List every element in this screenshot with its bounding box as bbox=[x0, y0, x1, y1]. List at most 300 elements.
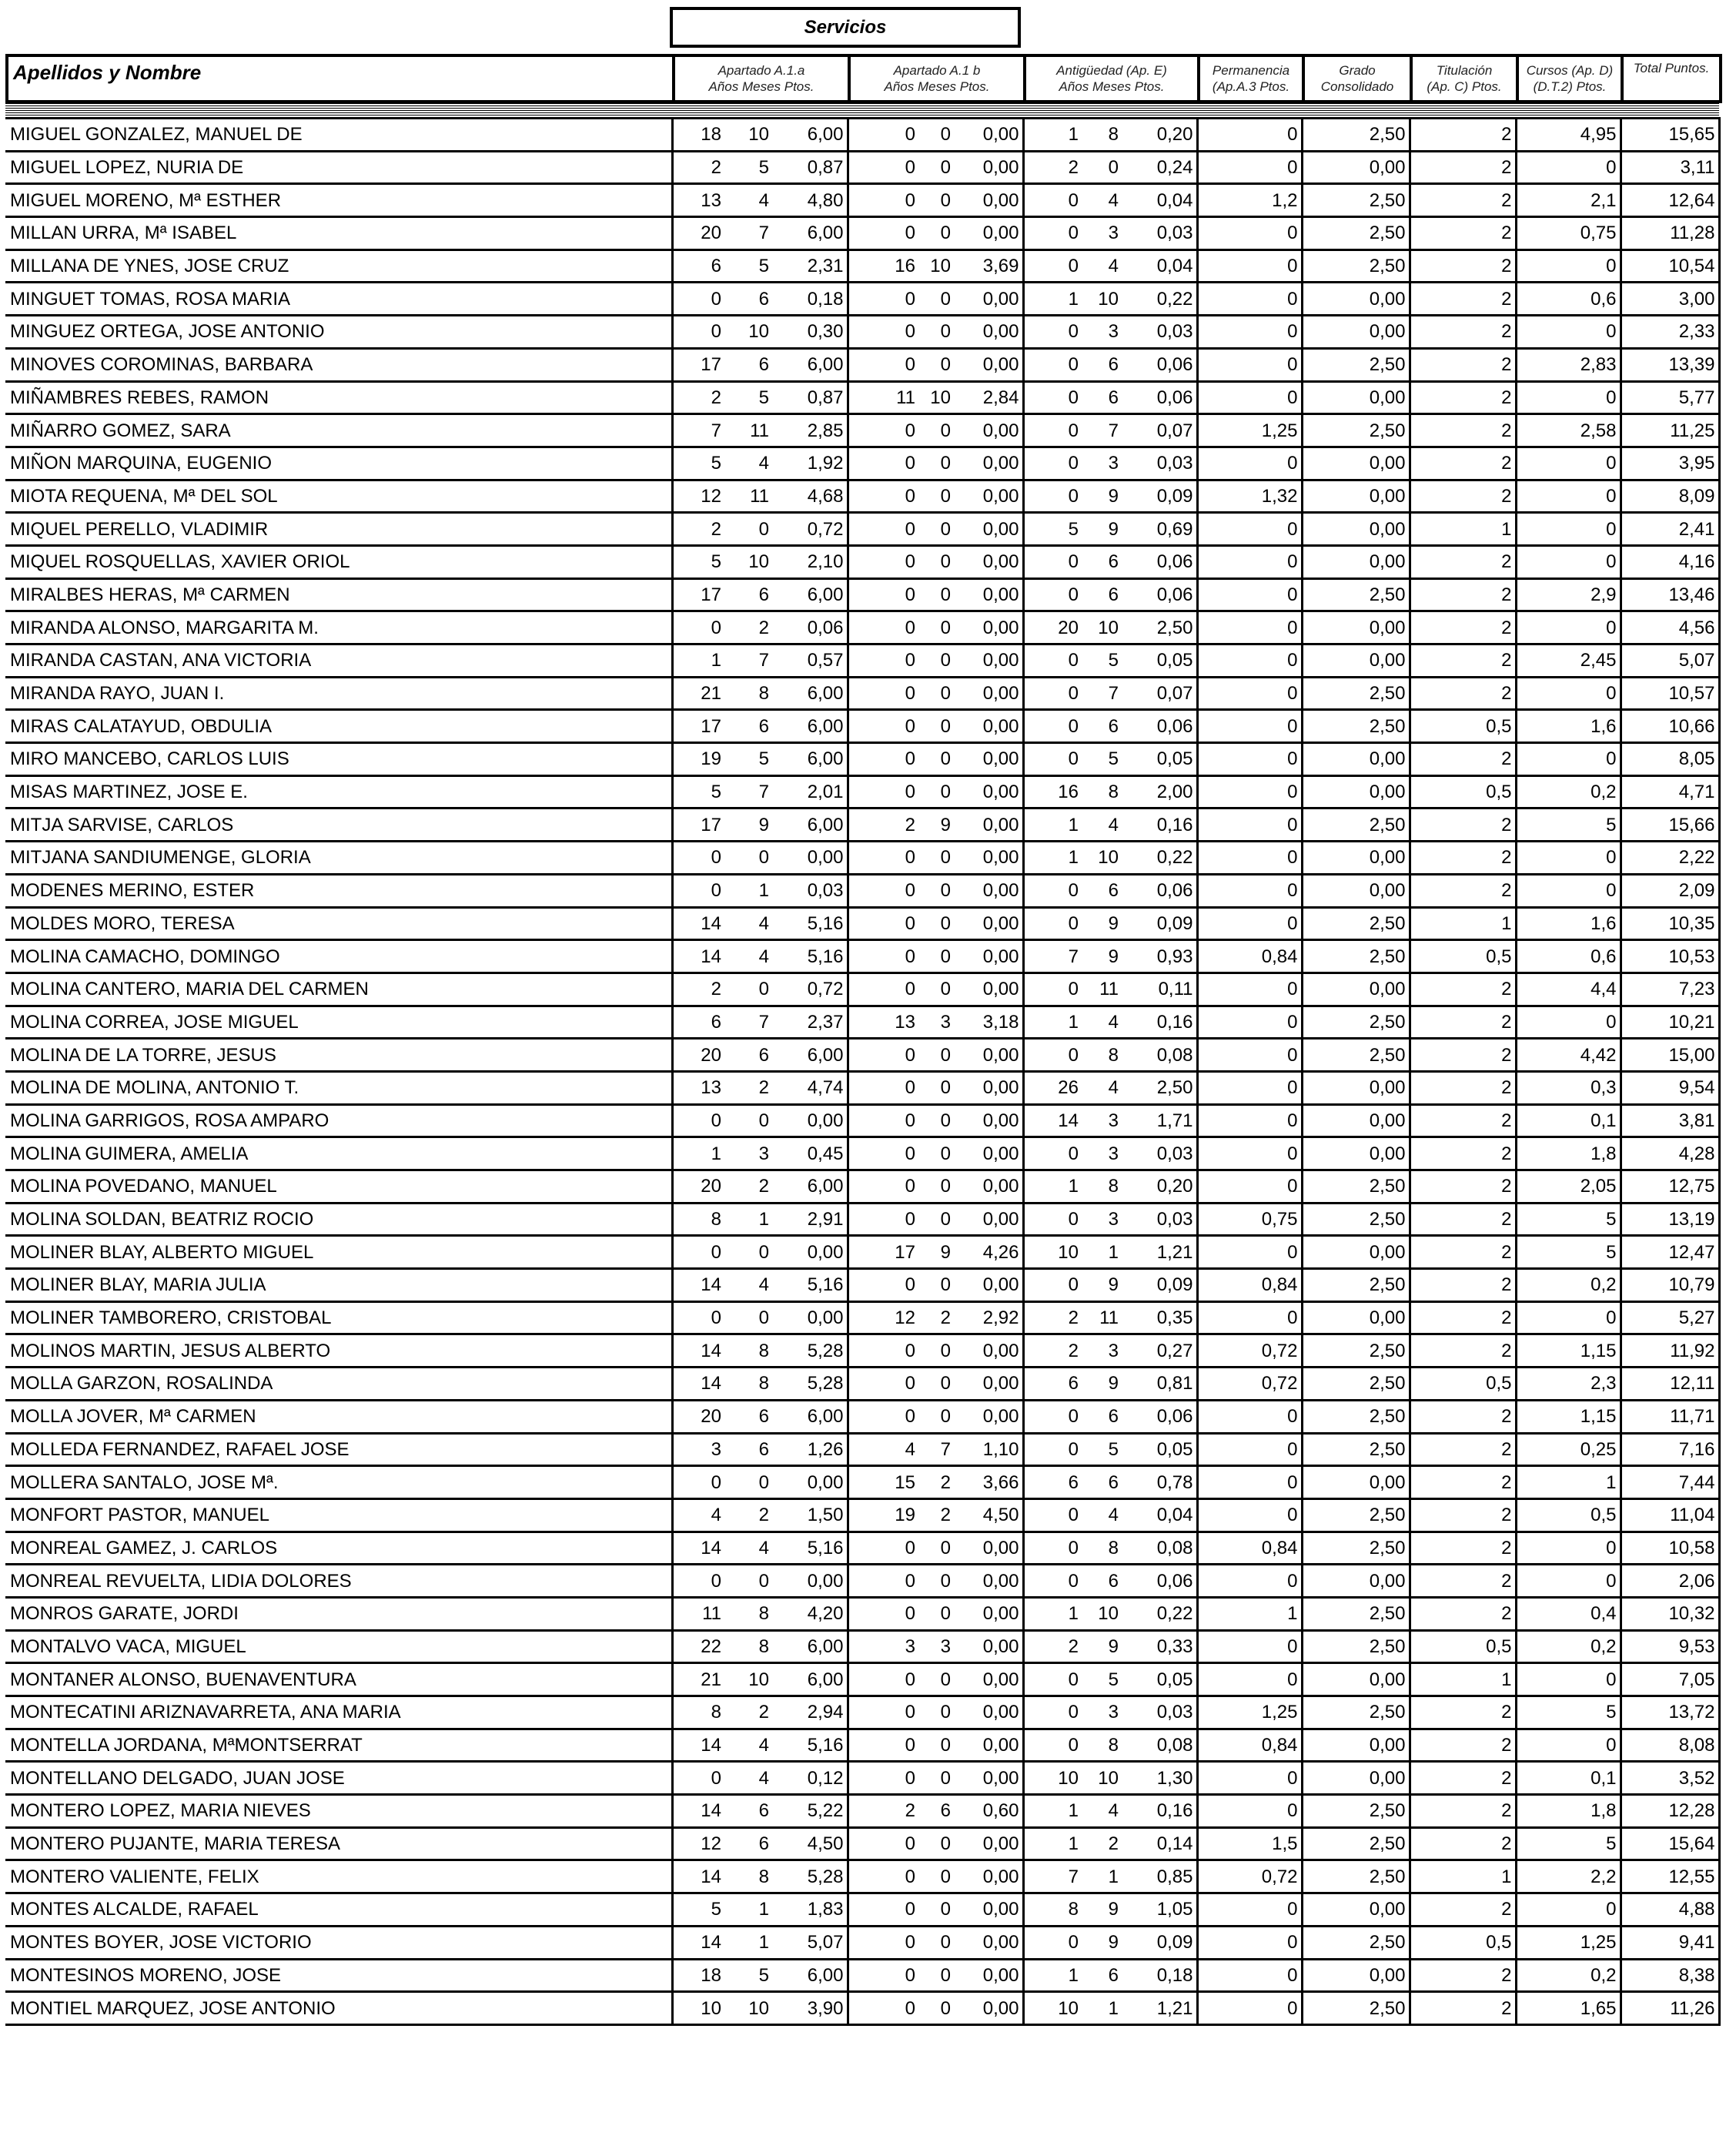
cell-permanencia: 0 bbox=[1197, 1433, 1302, 1466]
cell-permanencia: 0 bbox=[1197, 842, 1302, 875]
cell-titulacion: 2 bbox=[1410, 1269, 1516, 1302]
table-row bbox=[5, 217, 1719, 250]
cell-a1b-ptos: 0,00 bbox=[955, 1630, 1023, 1663]
cell-name: MIRANDA RAYO, JUAN I. bbox=[5, 677, 672, 710]
cell-a1a-ptos: 0,87 bbox=[774, 151, 848, 184]
cell-antig-anos: 1 bbox=[1023, 1006, 1082, 1039]
cell-antig-anos: 0 bbox=[1023, 217, 1082, 250]
cell-a1a-ptos: 6,00 bbox=[774, 578, 848, 611]
cell-grado: 0,00 bbox=[1302, 283, 1410, 316]
scores-table bbox=[5, 117, 1721, 2026]
cell-antig-ptos: 0,06 bbox=[1123, 874, 1197, 907]
cell-antig-anos: 16 bbox=[1023, 775, 1082, 808]
table-row bbox=[5, 1400, 1719, 1433]
cell-a1b-meses: 0 bbox=[918, 1170, 955, 1204]
cell-a1b-meses: 0 bbox=[918, 1893, 955, 1927]
cell-a1b-meses: 0 bbox=[918, 1269, 955, 1302]
cell-cursos: 0,6 bbox=[1516, 283, 1621, 316]
table-row bbox=[5, 1663, 1719, 1696]
cell-grado: 2,50 bbox=[1302, 217, 1410, 250]
cell-grado: 2,50 bbox=[1302, 1006, 1410, 1039]
cell-a1b-anos: 16 bbox=[848, 249, 918, 283]
cell-antig-ptos: 0,27 bbox=[1123, 1334, 1197, 1368]
cell-cursos: 1,15 bbox=[1516, 1400, 1621, 1433]
cell-antig-anos: 1 bbox=[1023, 119, 1082, 152]
cell-titulacion: 1 bbox=[1410, 513, 1516, 546]
table-row bbox=[5, 973, 1719, 1006]
cell-a1b-anos: 0 bbox=[848, 1860, 918, 1893]
cell-cursos: 0 bbox=[1516, 611, 1621, 644]
cell-name: MOLINA POVEDANO, MANUEL bbox=[5, 1170, 672, 1204]
cell-antig-anos: 0 bbox=[1023, 874, 1082, 907]
cell-a1b-ptos: 0,00 bbox=[955, 1729, 1023, 1762]
cell-name: MONTESINOS MORENO, JOSE bbox=[5, 1959, 672, 1992]
cell-antig-anos: 0 bbox=[1023, 1269, 1082, 1302]
cell-a1b-meses: 0 bbox=[918, 1729, 955, 1762]
cell-total: 10,57 bbox=[1621, 677, 1719, 710]
cell-name: MOLLERA SANTALO, JOSE Mª. bbox=[5, 1466, 672, 1499]
cell-total: 4,88 bbox=[1621, 1893, 1719, 1927]
cell-name: MONTIEL MARQUEZ, JOSE ANTONIO bbox=[5, 1992, 672, 2025]
cell-permanencia: 1,25 bbox=[1197, 1696, 1302, 1729]
cell-antig-meses: 6 bbox=[1082, 1466, 1123, 1499]
cell-a1b-ptos: 0,00 bbox=[955, 1039, 1023, 1072]
cell-grado: 0,00 bbox=[1302, 1565, 1410, 1598]
cell-cursos: 0 bbox=[1516, 1663, 1621, 1696]
cell-antig-meses: 5 bbox=[1082, 1433, 1123, 1466]
cell-a1b-ptos: 0,00 bbox=[955, 677, 1023, 710]
cell-a1a-anos: 6 bbox=[672, 249, 724, 283]
cell-a1a-anos: 8 bbox=[672, 1696, 724, 1729]
cell-antig-meses: 9 bbox=[1082, 1893, 1123, 1927]
table-row bbox=[5, 677, 1719, 710]
table-row bbox=[5, 874, 1719, 907]
cell-a1b-ptos: 0,00 bbox=[955, 1663, 1023, 1696]
cell-permanencia: 0 bbox=[1197, 1630, 1302, 1663]
cell-antig-ptos: 1,05 bbox=[1123, 1893, 1197, 1927]
cell-a1b-meses: 0 bbox=[918, 710, 955, 743]
cell-titulacion: 2 bbox=[1410, 677, 1516, 710]
cell-permanencia: 0,84 bbox=[1197, 1729, 1302, 1762]
cell-a1a-anos: 1 bbox=[672, 1137, 724, 1170]
cell-a1b-anos: 0 bbox=[848, 513, 918, 546]
cell-titulacion: 2 bbox=[1410, 1893, 1516, 1927]
table-row bbox=[5, 119, 1719, 152]
cell-a1a-meses: 8 bbox=[724, 1368, 774, 1401]
cell-name: MIÑON MARQUINA, EUGENIO bbox=[5, 447, 672, 480]
table-row bbox=[5, 1104, 1719, 1137]
cell-name: MONFORT PASTOR, MANUEL bbox=[5, 1498, 672, 1532]
cell-a1b-anos: 0 bbox=[848, 1532, 918, 1565]
cell-a1a-anos: 2 bbox=[672, 381, 724, 414]
cell-antig-anos: 0 bbox=[1023, 348, 1082, 381]
cell-total: 2,09 bbox=[1621, 874, 1719, 907]
cell-antig-anos: 20 bbox=[1023, 611, 1082, 644]
cell-antig-meses: 1 bbox=[1082, 1236, 1123, 1269]
cell-antig-meses: 9 bbox=[1082, 1368, 1123, 1401]
cell-total: 12,11 bbox=[1621, 1368, 1719, 1401]
cell-a1b-ptos: 2,84 bbox=[955, 381, 1023, 414]
cell-antig-meses: 1 bbox=[1082, 1992, 1123, 2025]
cell-a1a-meses: 7 bbox=[724, 775, 774, 808]
cell-total: 8,08 bbox=[1621, 1729, 1719, 1762]
cell-name: MIRAS CALATAYUD, OBDULIA bbox=[5, 710, 672, 743]
cell-name: MOLINA SOLDAN, BEATRIZ ROCIO bbox=[5, 1203, 672, 1236]
cell-a1b-ptos: 0,60 bbox=[955, 1795, 1023, 1828]
cell-a1a-ptos: 0,30 bbox=[774, 316, 848, 349]
cell-name: MONTES ALCALDE, RAFAEL bbox=[5, 1893, 672, 1927]
cell-name: MILLANA DE YNES, JOSE CRUZ bbox=[5, 249, 672, 283]
cell-grado: 2,50 bbox=[1302, 677, 1410, 710]
cell-a1a-anos: 18 bbox=[672, 1959, 724, 1992]
cell-cursos: 5 bbox=[1516, 1827, 1621, 1860]
cell-a1b-anos: 2 bbox=[848, 808, 918, 842]
cell-a1b-ptos: 0,00 bbox=[955, 1893, 1023, 1927]
cell-a1b-anos: 0 bbox=[848, 940, 918, 973]
cell-a1b-meses: 0 bbox=[918, 775, 955, 808]
cell-a1a-ptos: 2,10 bbox=[774, 545, 848, 578]
cell-grado: 2,50 bbox=[1302, 1630, 1410, 1663]
cell-a1a-anos: 20 bbox=[672, 1170, 724, 1204]
cell-total: 7,23 bbox=[1621, 973, 1719, 1006]
cell-antig-meses: 3 bbox=[1082, 217, 1123, 250]
cell-a1b-ptos: 0,00 bbox=[955, 1762, 1023, 1795]
header-cursos: Cursos (Ap. D) (D.T.2) Ptos. bbox=[1517, 55, 1622, 102]
cell-a1b-meses: 0 bbox=[918, 1203, 955, 1236]
cell-cursos: 4,95 bbox=[1516, 119, 1621, 152]
cell-grado: 0,00 bbox=[1302, 1301, 1410, 1334]
cell-grado: 2,50 bbox=[1302, 1827, 1410, 1860]
cell-total: 5,27 bbox=[1621, 1301, 1719, 1334]
cell-antig-meses: 3 bbox=[1082, 1203, 1123, 1236]
cell-a1a-ptos: 0,00 bbox=[774, 842, 848, 875]
cell-a1a-anos: 2 bbox=[672, 513, 724, 546]
cell-a1a-ptos: 0,57 bbox=[774, 644, 848, 678]
cell-antig-meses: 9 bbox=[1082, 1269, 1123, 1302]
cell-permanencia: 0 bbox=[1197, 611, 1302, 644]
cell-a1b-anos: 17 bbox=[848, 1236, 918, 1269]
cell-name: MIGUEL GONZALEZ, MANUEL DE bbox=[5, 119, 672, 152]
cell-a1b-meses: 0 bbox=[918, 973, 955, 1006]
cell-titulacion: 2 bbox=[1410, 1992, 1516, 2025]
cell-cursos: 0 bbox=[1516, 1893, 1621, 1927]
cell-a1a-anos: 17 bbox=[672, 348, 724, 381]
cell-permanencia: 0 bbox=[1197, 644, 1302, 678]
cell-name: MISAS MARTINEZ, JOSE E. bbox=[5, 775, 672, 808]
cell-permanencia: 0 bbox=[1197, 578, 1302, 611]
cell-antig-meses: 3 bbox=[1082, 316, 1123, 349]
cell-a1b-anos: 0 bbox=[848, 1893, 918, 1927]
cell-a1b-anos: 0 bbox=[848, 1203, 918, 1236]
cell-cursos: 0 bbox=[1516, 1301, 1621, 1334]
cell-antig-anos: 1 bbox=[1023, 283, 1082, 316]
cell-antig-meses: 6 bbox=[1082, 348, 1123, 381]
cell-a1a-anos: 17 bbox=[672, 710, 724, 743]
cell-grado: 2,50 bbox=[1302, 1696, 1410, 1729]
column-header-table bbox=[5, 54, 1722, 103]
cell-cursos: 0 bbox=[1516, 381, 1621, 414]
table-row bbox=[5, 316, 1719, 349]
cell-a1b-anos: 0 bbox=[848, 1104, 918, 1137]
cell-a1a-ptos: 6,00 bbox=[774, 119, 848, 152]
cell-antig-ptos: 1,71 bbox=[1123, 1104, 1197, 1137]
cell-a1b-anos: 0 bbox=[848, 775, 918, 808]
cell-titulacion: 2 bbox=[1410, 480, 1516, 513]
cell-antig-ptos: 0,24 bbox=[1123, 151, 1197, 184]
cell-a1a-ptos: 0,00 bbox=[774, 1301, 848, 1334]
cell-a1b-anos: 0 bbox=[848, 907, 918, 940]
cell-antig-meses: 9 bbox=[1082, 940, 1123, 973]
cell-total: 5,07 bbox=[1621, 644, 1719, 678]
cell-cursos: 2,9 bbox=[1516, 578, 1621, 611]
cell-antig-anos: 0 bbox=[1023, 184, 1082, 217]
cell-antig-anos: 1 bbox=[1023, 1795, 1082, 1828]
cell-titulacion: 2 bbox=[1410, 151, 1516, 184]
cell-name: MILLAN URRA, Mª ISABEL bbox=[5, 217, 672, 250]
cell-total: 12,28 bbox=[1621, 1795, 1719, 1828]
table-row bbox=[5, 611, 1719, 644]
cell-a1a-anos: 14 bbox=[672, 1334, 724, 1368]
cell-antig-ptos: 0,09 bbox=[1123, 480, 1197, 513]
table-row bbox=[5, 743, 1719, 776]
cell-cursos: 0 bbox=[1516, 743, 1621, 776]
cell-titulacion: 0,5 bbox=[1410, 1630, 1516, 1663]
cell-antig-meses: 4 bbox=[1082, 808, 1123, 842]
cell-total: 4,71 bbox=[1621, 775, 1719, 808]
cell-total: 4,56 bbox=[1621, 611, 1719, 644]
table-row bbox=[5, 1203, 1719, 1236]
cell-titulacion: 2 bbox=[1410, 447, 1516, 480]
cell-a1b-anos: 0 bbox=[848, 874, 918, 907]
cell-a1b-ptos: 0,00 bbox=[955, 874, 1023, 907]
cell-antig-meses: 3 bbox=[1082, 447, 1123, 480]
cell-a1b-ptos: 0,00 bbox=[955, 1827, 1023, 1860]
cell-a1b-anos: 4 bbox=[848, 1433, 918, 1466]
table-row bbox=[5, 1433, 1719, 1466]
cell-a1b-anos: 19 bbox=[848, 1498, 918, 1532]
table-row bbox=[5, 1597, 1719, 1630]
cell-antig-ptos: 0,06 bbox=[1123, 381, 1197, 414]
cell-permanencia: 0 bbox=[1197, 1893, 1302, 1927]
table-row bbox=[5, 1762, 1719, 1795]
cell-grado: 0,00 bbox=[1302, 644, 1410, 678]
cell-antig-anos: 0 bbox=[1023, 1433, 1082, 1466]
cell-grado: 2,50 bbox=[1302, 1170, 1410, 1204]
cell-titulacion: 2 bbox=[1410, 1203, 1516, 1236]
cell-titulacion: 0,5 bbox=[1410, 710, 1516, 743]
cell-permanencia: 0 bbox=[1197, 1498, 1302, 1532]
cell-grado: 0,00 bbox=[1302, 1071, 1410, 1104]
cell-a1a-meses: 4 bbox=[724, 1762, 774, 1795]
cell-antig-ptos: 0,03 bbox=[1123, 1203, 1197, 1236]
cell-a1a-ptos: 1,50 bbox=[774, 1498, 848, 1532]
cell-a1b-ptos: 0,00 bbox=[955, 907, 1023, 940]
cell-antig-anos: 7 bbox=[1023, 940, 1082, 973]
cell-antig-ptos: 0,05 bbox=[1123, 1433, 1197, 1466]
cell-name: MOLINA GARRIGOS, ROSA AMPARO bbox=[5, 1104, 672, 1137]
header-a1b: Apartado A.1 b Años Meses Ptos. bbox=[849, 55, 1025, 102]
cell-total: 11,92 bbox=[1621, 1334, 1719, 1368]
cell-antig-meses: 4 bbox=[1082, 1006, 1123, 1039]
cell-antig-anos: 6 bbox=[1023, 1368, 1082, 1401]
cell-a1b-ptos: 0,00 bbox=[955, 775, 1023, 808]
cell-antig-meses: 7 bbox=[1082, 677, 1123, 710]
cell-titulacion: 1 bbox=[1410, 1860, 1516, 1893]
cell-grado: 0,00 bbox=[1302, 316, 1410, 349]
header-total: Total Puntos. bbox=[1622, 55, 1721, 102]
table-row bbox=[5, 1368, 1719, 1401]
cell-antig-meses: 8 bbox=[1082, 775, 1123, 808]
cell-a1b-ptos: 0,00 bbox=[955, 1137, 1023, 1170]
cell-permanencia: 0 bbox=[1197, 1071, 1302, 1104]
cell-permanencia: 0,72 bbox=[1197, 1368, 1302, 1401]
cell-antig-anos: 10 bbox=[1023, 1236, 1082, 1269]
cell-a1b-anos: 0 bbox=[848, 414, 918, 447]
cell-cursos: 0,25 bbox=[1516, 1433, 1621, 1466]
cell-grado: 2,50 bbox=[1302, 710, 1410, 743]
cell-a1b-meses: 0 bbox=[918, 1039, 955, 1072]
cell-a1a-meses: 4 bbox=[724, 447, 774, 480]
cell-a1b-anos: 0 bbox=[848, 1334, 918, 1368]
cell-name: MONTELLANO DELGADO, JUAN JOSE bbox=[5, 1762, 672, 1795]
cell-a1a-ptos: 1,92 bbox=[774, 447, 848, 480]
table-row bbox=[5, 1565, 1719, 1598]
cell-a1a-meses: 5 bbox=[724, 381, 774, 414]
cell-a1b-anos: 0 bbox=[848, 1400, 918, 1433]
cell-permanencia: 0 bbox=[1197, 1006, 1302, 1039]
cell-grado: 0,00 bbox=[1302, 743, 1410, 776]
cell-a1b-meses: 0 bbox=[918, 677, 955, 710]
cell-antig-anos: 0 bbox=[1023, 1565, 1082, 1598]
cell-grado: 0,00 bbox=[1302, 1466, 1410, 1499]
cell-a1a-meses: 4 bbox=[724, 1532, 774, 1565]
cell-name: MOLINA CANTERO, MARIA DEL CARMEN bbox=[5, 973, 672, 1006]
cell-titulacion: 2 bbox=[1410, 1565, 1516, 1598]
cell-permanencia: 0 bbox=[1197, 1795, 1302, 1828]
cell-permanencia: 0 bbox=[1197, 316, 1302, 349]
cell-cursos: 1,65 bbox=[1516, 1992, 1621, 2025]
cell-a1b-anos: 0 bbox=[848, 151, 918, 184]
cell-a1b-ptos: 3,18 bbox=[955, 1006, 1023, 1039]
cell-a1a-meses: 2 bbox=[724, 1696, 774, 1729]
cell-cursos: 0 bbox=[1516, 1729, 1621, 1762]
cell-antig-anos: 2 bbox=[1023, 1630, 1082, 1663]
cell-a1b-meses: 0 bbox=[918, 1368, 955, 1401]
cell-a1b-meses: 0 bbox=[918, 184, 955, 217]
cell-a1b-ptos: 0,00 bbox=[955, 283, 1023, 316]
cell-antig-anos: 1 bbox=[1023, 1597, 1082, 1630]
cell-a1a-anos: 12 bbox=[672, 480, 724, 513]
cell-permanencia: 0 bbox=[1197, 151, 1302, 184]
cell-a1a-anos: 17 bbox=[672, 808, 724, 842]
cell-a1a-anos: 0 bbox=[672, 1466, 724, 1499]
cell-total: 10,54 bbox=[1621, 249, 1719, 283]
cell-a1b-ptos: 0,00 bbox=[955, 119, 1023, 152]
cell-a1b-anos: 0 bbox=[848, 316, 918, 349]
cell-a1b-meses: 10 bbox=[918, 381, 955, 414]
cell-antig-meses: 0 bbox=[1082, 151, 1123, 184]
cell-a1b-meses: 3 bbox=[918, 1006, 955, 1039]
cell-total: 12,64 bbox=[1621, 184, 1719, 217]
cell-titulacion: 2 bbox=[1410, 578, 1516, 611]
cell-antig-meses: 6 bbox=[1082, 578, 1123, 611]
cell-antig-anos: 0 bbox=[1023, 1696, 1082, 1729]
cell-antig-anos: 0 bbox=[1023, 644, 1082, 678]
table-row bbox=[5, 1269, 1719, 1302]
cell-antig-ptos: 0,22 bbox=[1123, 283, 1197, 316]
cell-permanencia: 1,5 bbox=[1197, 1827, 1302, 1860]
cell-a1a-meses: 0 bbox=[724, 1236, 774, 1269]
cell-cursos: 2,83 bbox=[1516, 348, 1621, 381]
table-row bbox=[5, 1039, 1719, 1072]
cell-a1a-ptos: 0,00 bbox=[774, 1565, 848, 1598]
cell-a1a-meses: 7 bbox=[724, 1006, 774, 1039]
cell-a1a-ptos: 5,28 bbox=[774, 1334, 848, 1368]
cell-a1a-meses: 1 bbox=[724, 874, 774, 907]
cell-antig-ptos: 0,03 bbox=[1123, 1696, 1197, 1729]
cell-grado: 2,50 bbox=[1302, 184, 1410, 217]
cell-name: MOLINER TAMBORERO, CRISTOBAL bbox=[5, 1301, 672, 1334]
cell-a1a-anos: 14 bbox=[672, 1729, 724, 1762]
cell-a1a-anos: 0 bbox=[672, 1565, 724, 1598]
cell-permanencia: 0 bbox=[1197, 1959, 1302, 1992]
cell-a1a-anos: 2 bbox=[672, 973, 724, 1006]
cell-a1b-anos: 0 bbox=[848, 1565, 918, 1598]
cell-a1b-ptos: 0,00 bbox=[955, 1926, 1023, 1959]
cell-grado: 2,50 bbox=[1302, 119, 1410, 152]
cell-a1a-meses: 6 bbox=[724, 1433, 774, 1466]
cell-a1a-meses: 8 bbox=[724, 1597, 774, 1630]
cell-a1b-meses: 0 bbox=[918, 1565, 955, 1598]
cell-name: MOLINER BLAY, ALBERTO MIGUEL bbox=[5, 1236, 672, 1269]
cell-total: 11,04 bbox=[1621, 1498, 1719, 1532]
cell-total: 7,44 bbox=[1621, 1466, 1719, 1499]
table-row bbox=[5, 1532, 1719, 1565]
cell-a1a-ptos: 2,37 bbox=[774, 1006, 848, 1039]
cell-a1b-ptos: 0,00 bbox=[955, 1532, 1023, 1565]
table-row bbox=[5, 775, 1719, 808]
cell-antig-anos: 0 bbox=[1023, 578, 1082, 611]
cell-a1a-meses: 7 bbox=[724, 644, 774, 678]
cell-antig-meses: 10 bbox=[1082, 1597, 1123, 1630]
cell-a1b-ptos: 0,00 bbox=[955, 1368, 1023, 1401]
cell-grado: 0,00 bbox=[1302, 842, 1410, 875]
cell-antig-ptos: 0,09 bbox=[1123, 907, 1197, 940]
cell-a1a-meses: 11 bbox=[724, 480, 774, 513]
cell-a1a-anos: 14 bbox=[672, 1269, 724, 1302]
cell-permanencia: 0 bbox=[1197, 545, 1302, 578]
cell-antig-anos: 2 bbox=[1023, 1334, 1082, 1368]
cell-antig-meses: 4 bbox=[1082, 1795, 1123, 1828]
cell-antig-ptos: 0,14 bbox=[1123, 1827, 1197, 1860]
table-row bbox=[5, 1630, 1719, 1663]
cell-a1a-ptos: 0,03 bbox=[774, 874, 848, 907]
cell-grado: 0,00 bbox=[1302, 480, 1410, 513]
cell-titulacion: 2 bbox=[1410, 1301, 1516, 1334]
cell-antig-meses: 5 bbox=[1082, 1663, 1123, 1696]
cell-antig-ptos: 1,21 bbox=[1123, 1236, 1197, 1269]
cell-a1a-meses: 6 bbox=[724, 578, 774, 611]
cell-a1a-ptos: 6,00 bbox=[774, 1630, 848, 1663]
cell-grado: 2,50 bbox=[1302, 1926, 1410, 1959]
cell-permanencia: 0,84 bbox=[1197, 940, 1302, 973]
cell-a1b-anos: 3 bbox=[848, 1630, 918, 1663]
cell-permanencia: 1,2 bbox=[1197, 184, 1302, 217]
cell-a1a-ptos: 6,00 bbox=[774, 677, 848, 710]
header-titulacion: Titulación (Ap. C) Ptos. bbox=[1411, 55, 1517, 102]
cell-a1a-meses: 5 bbox=[724, 249, 774, 283]
cell-grado: 2,50 bbox=[1302, 348, 1410, 381]
